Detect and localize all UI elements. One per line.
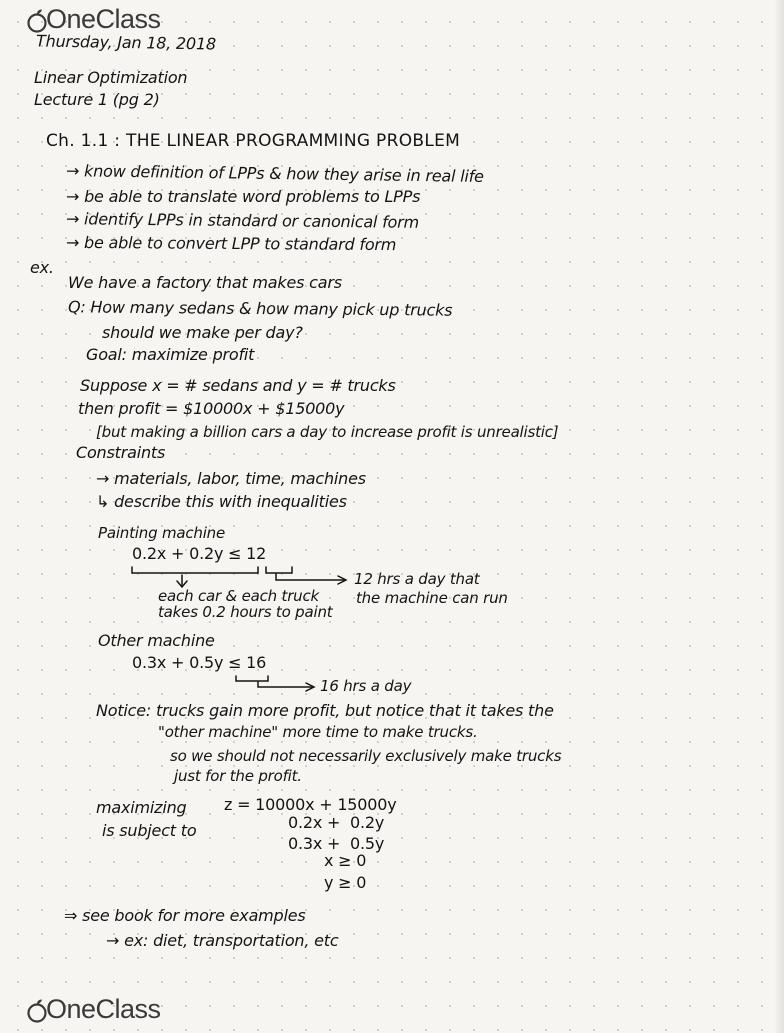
brand-name: OneClass [46, 994, 161, 1024]
painting-note-right: the machine can run [356, 589, 508, 607]
example-line: Q: How many sedans & how many pick up trucks [67, 297, 453, 320]
constraint: x ≥ 0 [324, 851, 367, 870]
example-line: then profit = $10000x + $15000y [78, 399, 345, 418]
painting-note-right: 12 hrs a day that [354, 570, 480, 588]
subject-to: is subject to [102, 821, 197, 840]
example-line: should we make per day? [102, 323, 303, 342]
example-label: ex. [30, 258, 54, 277]
constraint: y ≥ 0 [324, 873, 367, 892]
lecture-line: Lecture 1 (pg 2) [34, 90, 160, 109]
painting-title: Painting machine [98, 524, 226, 542]
brand-logo-bottom [26, 996, 161, 1023]
goal-item: → be able to translate word problems to LPPs [66, 187, 421, 206]
date-line: Thursday, Jan 18, 2018 [35, 31, 217, 54]
goal-item: → be able to convert LPP to standard form [65, 232, 397, 255]
bracket-mark [236, 676, 268, 681]
example-line: [but making a billion cars a day to increase profit is unrealistic] [96, 423, 559, 441]
painting-inequality: 0.2x + 0.2y ≤ 12 [132, 544, 267, 563]
leaf-o-icon [26, 999, 48, 1023]
other-note: 16 hrs a day [320, 677, 412, 695]
example-line: We have a factory that makes cars [68, 273, 342, 292]
arrow-right-mark [276, 574, 344, 580]
other-title: Other machine [98, 631, 215, 650]
objective-label: maximizing [96, 798, 187, 817]
course-line: Linear Optimization [34, 68, 188, 87]
bracket-mark [266, 567, 292, 573]
arrow-right-mark [258, 682, 312, 687]
notice-line: so we should not necessarily exclusively make trucks [170, 747, 562, 765]
footer-note: ⇒ see book for more examples [64, 906, 306, 925]
footer-note: → ex: diet, transportation, etc [106, 931, 339, 950]
notice-line: "other machine" more time to make trucks. [158, 723, 478, 741]
goal-item: → know definition of LPPs & how they arise in real life [65, 161, 484, 186]
bracket-mark [132, 567, 258, 573]
brand-name: OneClass [46, 4, 161, 34]
painting-note-left: each car & each truck [158, 587, 320, 605]
constraint: 0.3x + 0.5y [288, 834, 385, 853]
objective: z = 10000x + 15000y [224, 795, 397, 814]
example-line: ↳ describe this with inequalities [96, 492, 347, 511]
example-line: Goal: maximize profit [86, 345, 255, 364]
section-title: Ch. 1.1 : THE LINEAR PROGRAMMING PROBLEM [46, 131, 461, 151]
example-line: Suppose x = # sedans and y = # trucks [80, 376, 396, 395]
painting-note-left: takes 0.2 hours to paint [158, 603, 333, 621]
example-line: Constraints [76, 443, 166, 462]
example-line: → materials, labor, time, machines [96, 469, 366, 488]
notice-line: just for the profit. [174, 767, 302, 785]
goal-item: → identify LPPs in standard or canonical form [65, 209, 420, 232]
other-inequality: 0.3x + 0.5y ≤ 16 [132, 653, 267, 672]
notice-line: Notice: trucks gain more profit, but notice that it takes the [96, 701, 554, 720]
constraint: 0.2x + 0.2y [288, 813, 385, 832]
